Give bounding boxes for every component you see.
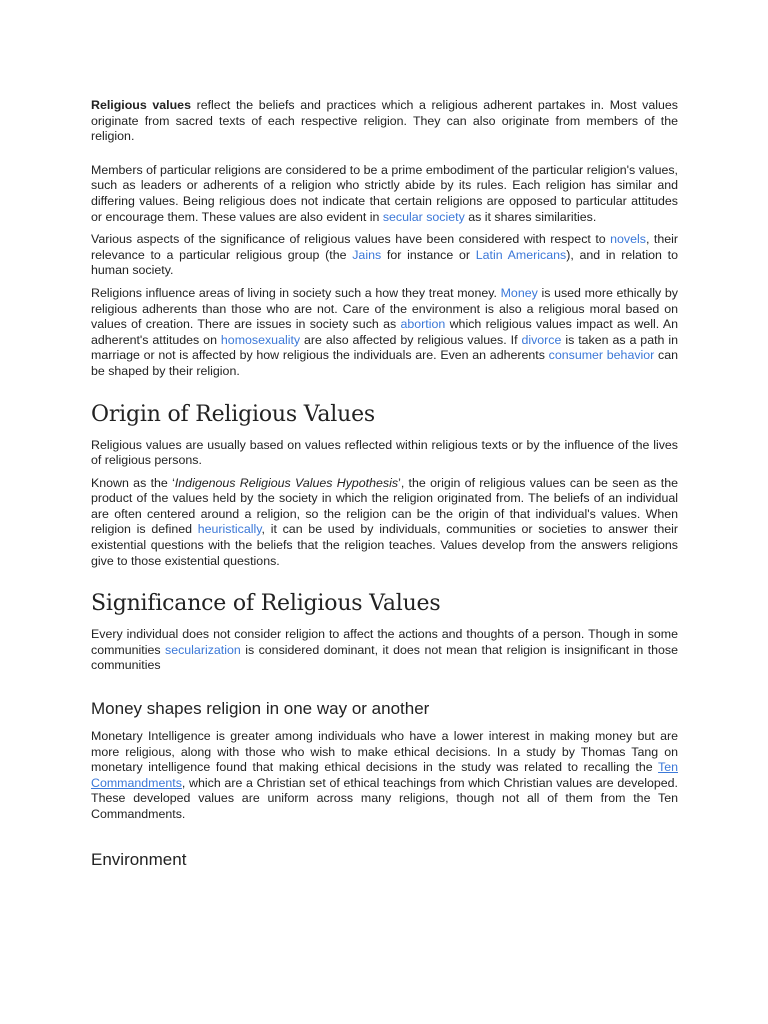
- significance-paragraph-1: Every individual does not consider religion to affect the actions and thoughts of a person. Though in some communities secularization is considered dominant, it does not mean that religion is insignificant in those communities: [91, 627, 678, 673]
- intro-paragraph-1: Religious values reflect the beliefs and practices which a religious adherent partakes in. Most values originate from sacred texts of each respective religion. They can also originate from members of the religion.: [91, 98, 678, 144]
- link-homosexuality[interactable]: homosexuality: [220, 332, 301, 347]
- intro-paragraph-2: Members of particular religions are considered to be a prime embodiment of the particular religion's values, such as leaders or adherents of a religion who strictly abide by its rules. Each religion has similar and differing values. Being religious does not indicate that certain religions are opposed to particular attitudes or encourage them. These values are also evident in secular society as it shares similarities.: [91, 162, 678, 224]
- link-heuristically[interactable]: heuristically: [197, 522, 262, 537]
- heading-significance: Significance of Religious Values: [91, 591, 441, 617]
- link-jains[interactable]: Jains: [352, 247, 382, 262]
- link-novels[interactable]: novels: [610, 232, 646, 247]
- document-body: [91, 98, 678, 871]
- intro-paragraph-3: Various aspects of the significance of religious values have been considered with respect to novels, their relevance to a particular religious group (the Jains for instance or Latin Americans), and in relation to human society.: [91, 232, 678, 278]
- origin-paragraph-1: Religious values are usually based on values reflected within religious texts or by the influence of the lives of religious persons.: [91, 437, 678, 468]
- link-abortion[interactable]: abortion: [400, 317, 446, 332]
- origin-paragraph-2: Known as the ‘Indigenous Religious Values Hypothesis’, the origin of religious values can be seen as the product of the values held by the society in which the religion originated from. The beliefs of an individual are often centered around a religion, so the religion can be the origin of that individual's values. When religion is defined heuristically, it can be used by individuals, communities or societies to answer their existential questions with the beliefs that the religion teaches. Values develop from the answers religions give to those existential questions.: [91, 475, 678, 568]
- link-ten-commandments[interactable]: Ten Commandments: [91, 760, 678, 790]
- link-money[interactable]: Money: [500, 285, 538, 300]
- term-religious-values: Religious values: [91, 98, 191, 112]
- heading-origin: Origin of Religious Values: [91, 401, 376, 427]
- link-consumer-behavior[interactable]: consumer behavior: [548, 348, 655, 363]
- money-paragraph-1: Monetary Intelligence is greater among individuals who have a lower interest in making money but are more religious, along with those who wish to make ethical decisions. In a study by Thomas Tang on monetary intelligence found that making ethical decisions in the study was related to recalling the Ten Commandments, which are a Christian set of ethical teachings from which Christian values are developed. These developed values are uniform across many religions, though not all of them from the Ten Commandments.: [91, 729, 678, 821]
- link-latin-americans[interactable]: Latin Americans: [475, 247, 567, 262]
- link-divorce[interactable]: divorce: [521, 332, 562, 347]
- heading-money: Money shapes religion in one way or another: [91, 699, 430, 719]
- link-secularization[interactable]: secularization: [165, 642, 241, 657]
- heading-environment: Environment: [91, 849, 187, 869]
- intro-paragraph-4: Religions influence areas of living in society such a how they treat money. Money is used more ethically by religious adherents than those who are not. Care of the environment is also a religious moral based on values of creation. There are issues in society such as abortion which religious values impact as well. An adherent's attitudes on homosexuality are also affected by religious values. If divorce is taken as a path in marriage or not is affected by how religious the individuals are. Even an adherents consumer behavior can be shaped by their religion.: [91, 285, 679, 378]
- link-secular-society[interactable]: secular society: [382, 209, 465, 224]
